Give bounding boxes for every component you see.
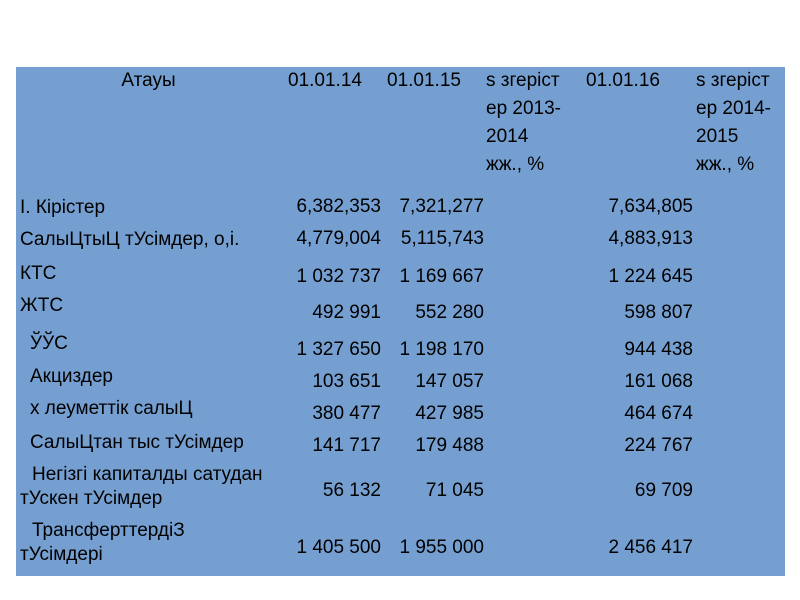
row-name: ЎЎС	[30, 333, 68, 354]
row-name	[20, 463, 270, 511]
header-change-2014-2015	[696, 67, 781, 179]
row-value-2016: 598 807	[624, 302, 693, 323]
row-name-text: ТрансферттердіЗ тУсімдері	[20, 520, 185, 565]
row-name: КТС	[20, 263, 57, 284]
row-value-2016: 944 438	[624, 339, 693, 360]
row-name-text: Негізгі капиталды сатудан тУскен тУсімдер	[20, 464, 263, 509]
row-value-2015: 71 045	[425, 480, 484, 501]
header-change-line: жж., %	[696, 154, 755, 175]
header-change-line: 2015	[696, 126, 739, 147]
row-value-2016: 224 767	[624, 435, 693, 456]
row-value-2015: 1 955 000	[399, 537, 484, 558]
row-name: СалыЦтан тыс тУсімдер	[30, 432, 244, 453]
row-value-2014: 380 477	[312, 403, 381, 424]
row-value-2014: 56 132	[322, 480, 381, 501]
row-value-2014: 103 651	[312, 371, 381, 392]
header-change-line: ер 2014-	[696, 98, 772, 119]
row-value-2015: 5,115,743	[400, 228, 484, 249]
row-value-2014: 1 032 737	[296, 266, 381, 287]
row-value-2016: 69 709	[634, 480, 693, 501]
row-value-2014: 1 327 650	[296, 339, 381, 360]
row-value-2015: 552 280	[415, 302, 484, 323]
row-value-2016: 4,883,913	[608, 228, 693, 249]
row-name: СалыЦтыЦ тУсімдер, о,і.	[20, 229, 240, 250]
row-value-2015: 147 057	[415, 371, 484, 392]
row-value-2016: 7,634,805	[608, 196, 693, 217]
header-2015: 01.01.15	[387, 70, 461, 91]
header-change-line: s згеріст	[696, 70, 770, 91]
header-change-line: жж., %	[486, 154, 545, 175]
row-value-2016: 2 456 417	[608, 537, 693, 558]
header-name: Атауы	[121, 70, 176, 91]
header-change-line: s згеріст	[486, 70, 560, 91]
header-change-line: 2014	[486, 126, 529, 147]
row-value-2014: 1 405 500	[296, 537, 381, 558]
row-value-2014: 141 717	[312, 435, 381, 456]
header-2016: 01.01.16	[586, 70, 660, 91]
row-value-2016: 464 674	[624, 403, 693, 424]
row-name: х леуметтік салыЦ	[30, 398, 193, 419]
row-value-2014: 492 991	[312, 302, 381, 323]
row-value-2015: 179 488	[415, 435, 484, 456]
row-value-2016: 161 068	[624, 371, 693, 392]
row-name: Акциздер	[30, 366, 113, 387]
row-name: I. Кірістер	[20, 197, 106, 218]
row-name: ЖТС	[20, 295, 64, 316]
row-value-2014: 6,382,353	[296, 196, 381, 217]
revenue-table	[16, 67, 785, 576]
header-2014: 01.01.14	[288, 70, 362, 91]
row-value-2015: 7,321,277	[399, 196, 484, 217]
row-value-2016: 1 224 645	[608, 266, 693, 287]
row-value-2015: 1 198 170	[399, 339, 484, 360]
row-value-2015: 1 169 667	[399, 266, 484, 287]
row-value-2014: 4,779,004	[296, 228, 381, 249]
header-change-2013-2014	[486, 67, 581, 179]
header-change-line: ер 2013-	[486, 98, 562, 119]
row-name	[20, 519, 220, 567]
row-value-2015: 427 985	[415, 403, 484, 424]
